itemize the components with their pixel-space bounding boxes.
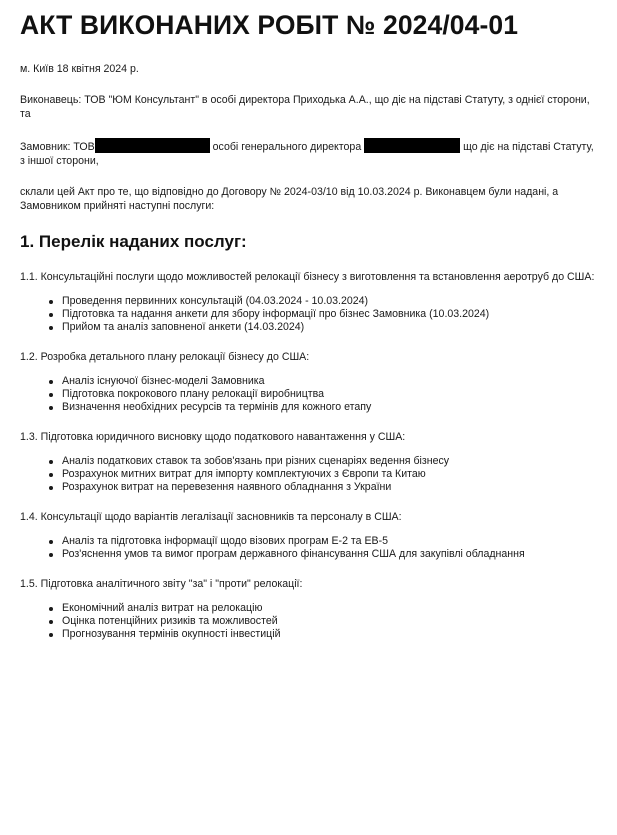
city-date: м. Київ 18 квітня 2024 р. bbox=[20, 63, 139, 75]
contractor-paragraph: Виконавець: ТОВ "ЮМ Консультант" в особі директора Приходька А.А., що діє на підставі Статуту, з однієї сторони, та bbox=[20, 94, 590, 120]
list-item: Підготовка покрокового плану релокації виробництва bbox=[62, 388, 597, 401]
service-list bbox=[20, 602, 597, 641]
service-list bbox=[20, 535, 597, 561]
list-item: Розрахунок витрат на перевезення наявного обладнання з України bbox=[62, 481, 597, 494]
subsection-heading: 1.2. Розробка детального плану релокації бізнесу до США: bbox=[20, 351, 310, 363]
customer-text-start: Замовник: ТОВ bbox=[20, 141, 95, 153]
customer-paragraph bbox=[20, 138, 597, 168]
subsection-heading: 1.1. Консультаційні послуги щодо можливостей релокації бізнесу з виготовлення та встановлення аеротруб до США: bbox=[20, 271, 595, 283]
list-item: Проведення первинних консультацій (04.03.2024 - 10.03.2024) bbox=[62, 295, 597, 308]
list-item: Аналіз та підготовка інформації щодо візових програм E-2 та EB-5 bbox=[62, 535, 597, 548]
list-item: Аналіз податкових ставок та зобов'язань при різних сценаріях ведення бізнесу bbox=[62, 455, 597, 468]
customer-text-end: що діє на підставі Статуту, з іншої сторони, bbox=[20, 141, 594, 167]
list-item: Визначення необхідних ресурсів та термінів для кожного етапу bbox=[62, 401, 597, 414]
subsection-heading: 1.5. Підготовка аналітичного звіту "за" і "проти" релокації: bbox=[20, 578, 303, 590]
list-item: Розрахунок митних витрат для імпорту комплектуючих з Європи та Китаю bbox=[62, 468, 597, 481]
list-item: Аналіз існуючої бізнес-моделі Замовника bbox=[62, 375, 597, 388]
document-title: АКТ ВИКОНАНИХ РОБІТ № 2024/04-01 bbox=[20, 10, 519, 40]
list-item: Оцінка потенційних ризиків та можливостей bbox=[62, 615, 597, 628]
list-item: Прогнозування термінів окупності інвестицій bbox=[62, 628, 597, 641]
service-list bbox=[20, 375, 597, 414]
subsection-heading: 1.3. Підготовка юридичного висновку щодо податкового навантаження у США: bbox=[20, 431, 406, 443]
customer-text-middle: особі генерального директора bbox=[212, 141, 362, 153]
redacted-company-name bbox=[95, 138, 210, 153]
list-item: Прийом та аналіз заповненої анкети (14.03.2024) bbox=[62, 321, 597, 334]
list-item: Економічний аналіз витрат на релокацію bbox=[62, 602, 597, 615]
intro-paragraph: склали цей Акт про те, що відповідно до Договору № 2024-03/10 від 10.03.2024 р. Виконавцем були надані, а Замовником прийняті наступні послуги: bbox=[20, 186, 559, 212]
list-item: Підготовка та надання анкети для збору інформації про бізнес Замовника (10.03.2024) bbox=[62, 308, 597, 321]
section-title: 1. Перелік наданих послуг: bbox=[20, 232, 247, 251]
service-list bbox=[20, 455, 597, 494]
subsection-heading: 1.4. Консультації щодо варіантів легалізації засновників та персоналу в США: bbox=[20, 511, 402, 523]
redacted-director-name bbox=[364, 138, 460, 153]
service-list bbox=[20, 295, 597, 334]
list-item: Роз'яснення умов та вимог програм державного фінансування США для закупівлі обладнання bbox=[62, 548, 597, 561]
